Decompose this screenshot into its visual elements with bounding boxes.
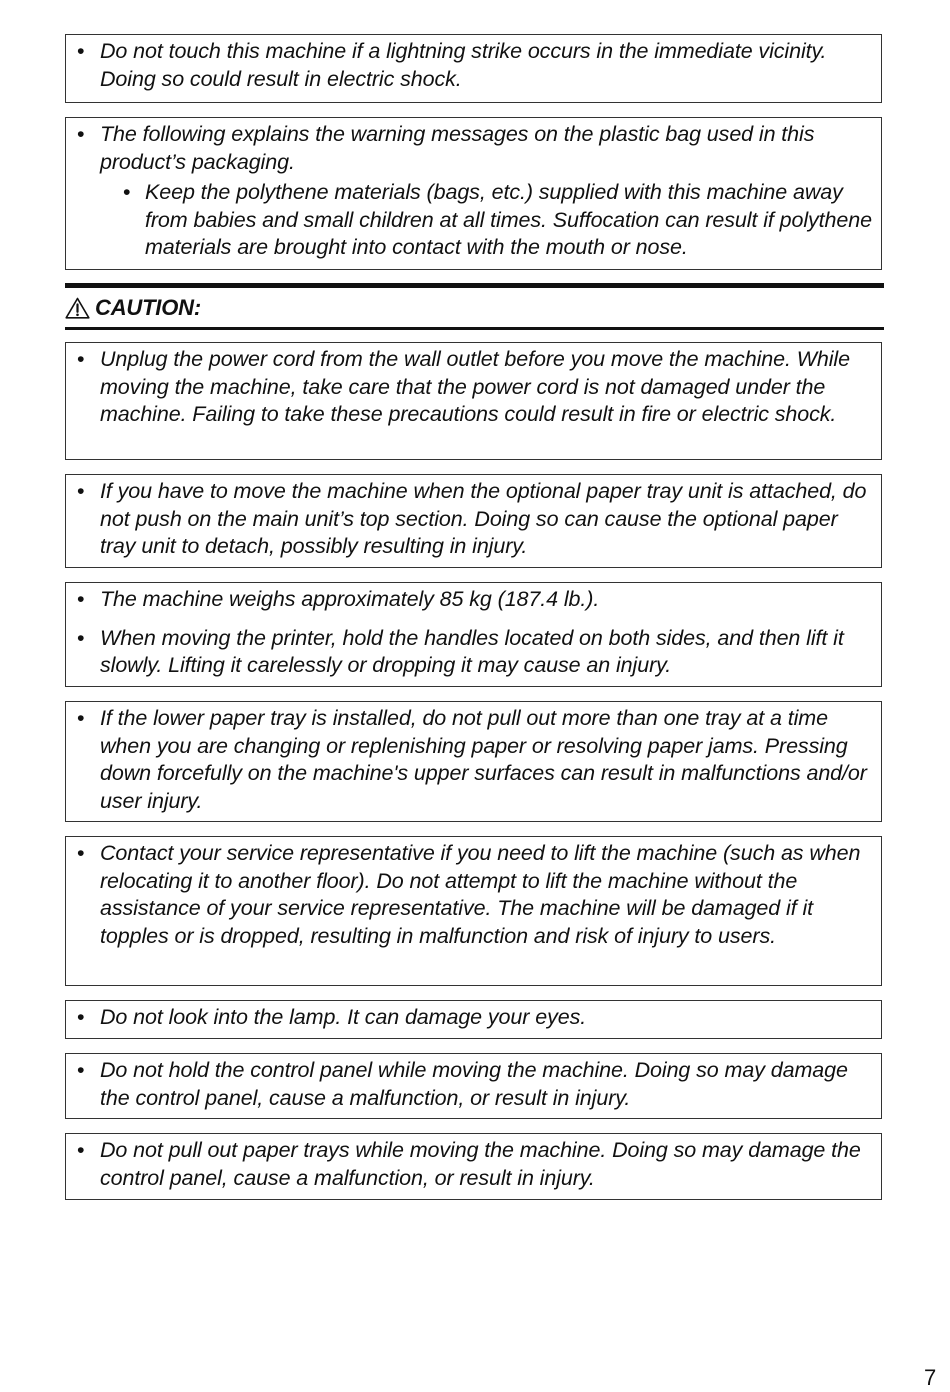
bullet-item: • Do not look into the lamp. It can damage your eyes. xyxy=(100,1004,873,1032)
bullet-item: • If the lower paper tray is installed, do not pull out more than one tray at a time when you are changing or replenishing paper or resolving paper jams. Pressing down forcefully on the machine's upper surfaces can result in malfunctions and/or user injury. xyxy=(100,705,873,815)
caution-box-control-panel xyxy=(65,1053,882,1119)
bullet-item: • Do not touch this machine if a lightning strike occurs in the immediate vicinity. Doing so could result in electric shock. xyxy=(100,38,873,93)
caution-box-paper-tray-unit xyxy=(65,474,882,568)
sub-bullet-item: • Keep the polythene materials (bags, etc.) supplied with this machine away from babies and small children at all times. Suffocation can result if polythene materials are brought into contact with the mouth or nose. xyxy=(145,179,873,262)
bullet-item: • If you have to move the machine when the optional paper tray unit is attached, do not push on the main unit’s top section. Doing so can cause the optional paper tray unit to detach, possibly resulting in injury. xyxy=(100,478,873,561)
caution-box-lamp xyxy=(65,1000,882,1039)
caution-box-weight xyxy=(65,582,882,687)
bullet-item: • When moving the printer, hold the handles located on both sides, and then lift it slowly. Lifting it carelessly or dropping it may cause an injury. xyxy=(100,625,873,680)
bullet-item: • The following explains the warning messages on the plastic bag used in this product’s packaging. xyxy=(100,121,873,176)
caution-box-lower-tray xyxy=(65,701,882,822)
caution-label: CAUTION: xyxy=(95,295,201,320)
warning-box-plastic-bag xyxy=(65,117,882,270)
caution-heading xyxy=(65,294,201,322)
bullet-item: • Contact your service representative if you need to lift the machine (such as when relocating it to another floor). Do not attempt to lift the machine without the assistance of your service representative. The machine will be damaged if it topples or is dropped, resulting in malfunction and risk of injury to users. xyxy=(100,840,873,950)
page-number: 7 xyxy=(924,1365,937,1390)
bullet-item: • Do not pull out paper trays while moving the machine. Doing so may damage the control panel, cause a malfunction, or result in injury. xyxy=(100,1137,873,1192)
caution-box-paper-trays xyxy=(65,1133,882,1200)
bullet-item: • Unplug the power cord from the wall outlet before you move the machine. While moving the machine, take care that the power cord is not damaged under the machine. Failing to take these precautions could result in fire or electric shock. xyxy=(100,346,873,429)
caution-rule-bottom xyxy=(65,327,884,330)
warning-box-lightning xyxy=(65,34,882,103)
caution-box-lift-machine xyxy=(65,836,882,986)
warning-triangle-icon xyxy=(65,297,90,319)
caution-box-power-cord xyxy=(65,342,882,460)
caution-rule-top xyxy=(65,283,884,288)
bullet-item: • Do not hold the control panel while moving the machine. Doing so may damage the control panel, cause a malfunction, or result in injury. xyxy=(100,1057,873,1112)
bullet-item: • The machine weighs approximately 85 kg (187.4 lb.). xyxy=(100,586,873,614)
